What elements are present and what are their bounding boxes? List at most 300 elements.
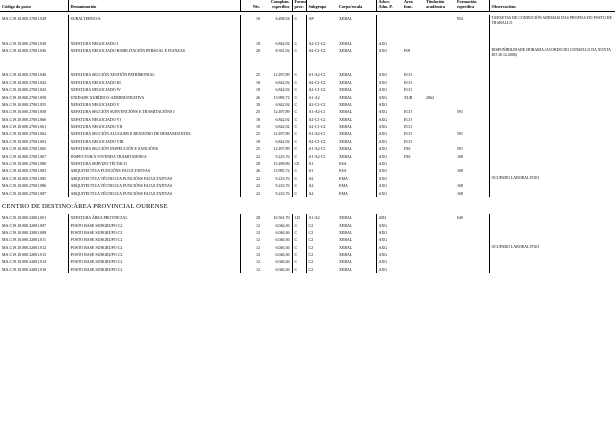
cell-forma-provision: C xyxy=(292,116,306,123)
table-row xyxy=(0,71,615,78)
cell-codigo: MA.C19.10.000.27001.062 xyxy=(2,131,47,137)
cell-observacions xyxy=(489,145,615,152)
cell-area-funcional xyxy=(402,40,424,47)
cell-formacion xyxy=(455,123,489,130)
cell-denominacion: XEFATURA SECCIÓN ALUGUER E REXISTRO DE DEMANDANTES xyxy=(68,130,240,137)
cell-titulacion xyxy=(424,236,455,243)
table-row xyxy=(0,86,615,93)
cell-codigo: MA.C19.10.000.27001.042 xyxy=(2,79,47,85)
cell-observacions: OCUPADO LABORAL FIXO xyxy=(489,243,615,250)
col-header-forma-line1: Forma xyxy=(294,0,307,4)
cell-observacions xyxy=(489,214,615,221)
cell-area-funcional xyxy=(402,101,424,108)
cell-denominacion: POSTO BASE SUBGRUPO C2 xyxy=(68,221,240,228)
cell-subgrupo: C2 xyxy=(306,258,337,265)
cell-adscricion xyxy=(376,15,402,39)
cell-adscricion: AXG xyxy=(376,93,402,100)
cell-observacions xyxy=(489,251,615,258)
cell-corpo-escala: XERAL xyxy=(339,116,353,122)
cell-formacion xyxy=(455,243,489,250)
cell-formacion xyxy=(455,47,489,71)
cell-adscricion: AXG xyxy=(376,123,402,130)
cell-corpo-escala: XERAL xyxy=(339,153,353,159)
cell-corpo-escala: XERAL xyxy=(339,40,353,46)
cell-codigo: MA.C19.10.000.27001.036 xyxy=(2,48,47,54)
cell-denominacion: XEFATURA NEGOCIADO VIII xyxy=(68,138,240,145)
cell-forma-provision: C xyxy=(292,243,306,250)
cell-area-funcional: FIN xyxy=(404,48,411,54)
cell-denominacion: XEFATURA SECCIÓN INSPECCIÓN E SANCIÓNS xyxy=(68,145,240,152)
cell-denominacion: SUBALTERNO/A xyxy=(68,15,240,39)
cell-titulacion xyxy=(424,251,455,258)
cell-forma-provision: C xyxy=(292,182,306,189)
cell-forma-provision: C xyxy=(292,86,306,93)
cell-titulacion xyxy=(424,47,455,71)
cell-formacion xyxy=(455,79,489,86)
cell-subgrupo: A2 xyxy=(306,182,337,189)
cell-corpo-escala: XERAL xyxy=(339,16,353,22)
cell-observacions xyxy=(489,116,615,123)
cell-forma-provision: C xyxy=(292,108,306,115)
cell-formacion xyxy=(455,138,489,145)
col-header-corpoescala: Corpo/escala xyxy=(337,0,376,12)
cell-corpo-escala: XERAL xyxy=(339,131,353,137)
cell-subgrupo: C2 xyxy=(306,229,337,236)
cell-complemento: 13.985,72 xyxy=(273,168,290,174)
cell-formacion xyxy=(455,175,489,182)
cell-denominacion: POSTO BASE SUBGRUPO C2 xyxy=(68,243,240,250)
cell-corpo-escala: XERAL xyxy=(339,124,353,130)
cell-subgrupo: A1 xyxy=(306,167,337,174)
cell-niv: 22 xyxy=(240,152,262,159)
cell-area-funcional xyxy=(402,182,424,189)
cell-formacion xyxy=(455,93,489,100)
cell-observacions xyxy=(489,258,615,265)
cell-complemento: 9.223,76 xyxy=(275,183,290,189)
cell-formacion xyxy=(455,266,489,273)
cell-area-funcional xyxy=(402,189,424,196)
col-header-area xyxy=(402,0,424,12)
cell-formacion: 591 xyxy=(457,146,463,152)
table-row xyxy=(0,266,615,273)
cell-observacions xyxy=(489,40,615,47)
cell-codigo: MA.C19.10.000.27001.050 xyxy=(2,94,47,100)
cell-denominacion: POSTO BASE SUBGRUPO C2 xyxy=(68,266,240,273)
cell-observacions xyxy=(489,108,615,115)
cell-codigo: MA.C19.10.000.32001.001 xyxy=(2,215,47,221)
cell-formacion xyxy=(455,229,489,236)
cell-codigo: MA.C19.10.000.32001.016 xyxy=(2,266,47,272)
cell-niv: 20 xyxy=(240,47,262,71)
table-row xyxy=(0,189,615,196)
cell-codigo: MA.C19.10.000.27001.040 xyxy=(2,72,47,78)
cell-codigo: MA.C19.10.000.27001.065 xyxy=(2,146,47,152)
cell-observacions xyxy=(489,182,615,189)
cell-subgrupo: C2 xyxy=(306,221,337,228)
cell-codigo: MA.C19.10.000.32001.008 xyxy=(2,229,47,235)
table-row xyxy=(0,182,615,189)
cell-adscricion: AXG xyxy=(376,251,402,258)
cell-corpo-escala: EMA xyxy=(339,190,348,196)
cell-niv: 25 xyxy=(240,130,262,137)
cell-titulacion xyxy=(424,221,455,228)
cell-subgrupo: C2 xyxy=(306,243,337,250)
cell-subgrupo: A1-A2 xyxy=(306,93,337,100)
cell-subgrupo: A1-A2 xyxy=(306,214,337,221)
cell-niv: 22 xyxy=(240,175,262,182)
cell-denominacion: ARQUITECTO/A TÉCNICO/A FUNCIÓNS FACULTATIVAS xyxy=(68,189,240,196)
cell-codigo: MA.C19.10.000.27001.080 xyxy=(2,160,47,166)
cell-area-funcional xyxy=(402,266,424,273)
cell-observacions xyxy=(489,123,615,130)
cell-complemento: 6.842,92 xyxy=(275,124,290,130)
cell-complemento: 9.223,76 xyxy=(275,175,290,181)
cell-complemento: 16.561,70 xyxy=(273,215,290,221)
cell-codigo: MA.C19.10.000.27001.058 xyxy=(2,109,47,115)
cell-complemento: 6.842,92 xyxy=(275,138,290,144)
cell-area-funcional: INS xyxy=(404,146,411,152)
cell-adscricion: AXG xyxy=(376,243,402,250)
cell-forma-provision: C xyxy=(292,79,306,86)
cell-niv: 18 xyxy=(240,101,262,108)
cell-adscricion: AXG xyxy=(376,152,402,159)
cell-adscricion: AXG xyxy=(376,236,402,243)
cell-niv: 12 xyxy=(240,236,262,243)
cell-denominacion: POSTO BASE SUBGRUPO C2 xyxy=(68,251,240,258)
cell-corpo-escala: XERAL xyxy=(339,229,353,235)
cell-subgrupo: A1 xyxy=(306,160,337,167)
cell-denominacion: XEFATURA SECCIÓN XESTIÓN PATRIMONIAL xyxy=(68,71,240,78)
cell-complemento: 6.842,92 xyxy=(275,101,290,107)
cell-forma-provision: C xyxy=(292,93,306,100)
cell-denominacion: XEFATURA SERVIZO TÉCNICO xyxy=(68,160,240,167)
cell-denominacion: XEFATURA SECCIÓN SUBVENCIÓNS E TRAMITACIÓNS I xyxy=(68,108,240,115)
cell-area-funcional xyxy=(402,15,424,39)
col-header-area-line1: Área xyxy=(404,0,413,4)
cell-subgrupo: A2-C1-C2 xyxy=(306,123,337,130)
cell-corpo-escala: XERAL xyxy=(339,222,353,228)
cell-corpo-escala: XERAL xyxy=(339,146,353,152)
cell-adscricion: AXG xyxy=(376,167,402,174)
cell-denominacion: XEFATURA NEGOCIADO VI xyxy=(68,116,240,123)
cell-subgrupo: A2-C1-C2 xyxy=(306,79,337,86)
cell-denominacion: INSPECTOR/A-VIVENDA TRAMITADOR/A xyxy=(68,152,240,159)
cell-codigo: MA.C19.10.000.27001.083 xyxy=(2,168,47,174)
cell-titulacion xyxy=(424,138,455,145)
col-header-formacion-line2: específica xyxy=(457,3,475,9)
cell-forma-provision: C xyxy=(292,101,306,108)
cell-niv: 18 xyxy=(240,40,262,47)
cell-formacion xyxy=(455,236,489,243)
table-row xyxy=(0,229,615,236)
cell-corpo-escala: XERAL xyxy=(339,237,353,243)
cell-corpo-escala: XERAL xyxy=(339,259,353,265)
cell-denominacion: XEFATURA NEGOCIADO IV xyxy=(68,86,240,93)
table-row xyxy=(0,236,615,243)
cell-denominacion: XEFATURA ÁREA PROVINCIAL xyxy=(68,214,240,221)
cell-titulacion xyxy=(424,130,455,137)
col-header-subgrupo: Subgrupo xyxy=(306,0,337,12)
cell-formacion xyxy=(455,251,489,258)
cell-formacion: 591 xyxy=(457,109,463,115)
cell-codigo: MA.C19.10.000.27001.060 xyxy=(2,116,47,122)
cell-formacion xyxy=(455,71,489,78)
cell-codigo: MA.C19.10.000.27001.055 xyxy=(2,101,47,107)
cell-denominacion: XEFATURA NEGOCIADO HABILITACIÓN PERSOAL E FIANZAS xyxy=(68,47,240,71)
table-row xyxy=(0,15,615,39)
cell-titulacion xyxy=(424,214,455,221)
cell-adscricion: AXG xyxy=(376,79,402,86)
table-row xyxy=(0,251,615,258)
cell-adscricion: AXG xyxy=(376,40,402,47)
cell-complemento: 6.842,92 xyxy=(275,79,290,85)
cell-area-funcional: INS xyxy=(404,153,411,159)
cell-area-funcional: XUR xyxy=(404,94,413,100)
cell-complemento: 6.046,36 xyxy=(275,266,290,272)
cell-adscricion: AXG xyxy=(376,221,402,228)
cell-area-funcional: ECO xyxy=(404,131,412,137)
cell-corpo-escala: XERAL xyxy=(339,215,353,221)
cell-forma-provision: C xyxy=(292,266,306,273)
cell-area-funcional xyxy=(402,214,424,221)
col-header-forma-line2: prov. xyxy=(294,3,304,9)
cell-area-funcional xyxy=(402,160,424,167)
cell-area-funcional xyxy=(402,229,424,236)
cell-area-funcional: ECO xyxy=(404,124,412,130)
cell-codigo: MA.C19.10.000.27001.086 xyxy=(2,183,47,189)
cell-adscricion: AXG xyxy=(376,130,402,137)
cell-denominacion: ARQUITECTO/A TÉCNICO/A FUNCIÓNS FACULTATIVAS xyxy=(68,182,240,189)
cell-observacions xyxy=(489,71,615,78)
cell-forma-provision: C xyxy=(292,221,306,228)
cell-adscricion: AXG xyxy=(376,47,402,71)
cell-codigo: MA.C19.10.000.27001.067 xyxy=(2,153,47,159)
cell-denominacion: POSTO BASE SUBGRUPO C2 xyxy=(68,258,240,265)
cell-complemento: 6.046,36 xyxy=(275,259,290,265)
cell-observacions xyxy=(489,79,615,86)
table-row xyxy=(0,145,615,152)
cell-adscricion: AXG xyxy=(376,182,402,189)
cell-niv: 22 xyxy=(240,182,262,189)
cell-complemento: 12.497,89 xyxy=(273,109,290,115)
cell-titulacion xyxy=(424,15,455,39)
cell-formacion xyxy=(455,101,489,108)
cell-titulacion xyxy=(424,101,455,108)
cell-niv: 26 xyxy=(240,93,262,100)
cell-subgrupo: A2-C1-C2 xyxy=(306,101,337,108)
cell-niv: 22 xyxy=(240,189,262,196)
cell-corpo-escala: EMA xyxy=(339,175,348,181)
cell-subgrupo: A2-C1-C2 xyxy=(306,138,337,145)
cell-subgrupo: A2 xyxy=(306,175,337,182)
cell-titulacion xyxy=(424,145,455,152)
cell-titulacion xyxy=(424,152,455,159)
cell-forma-provision: C xyxy=(292,130,306,137)
cell-codigo: MA.C19.10.000.32001.007 xyxy=(2,222,47,228)
cell-area-funcional: ECO xyxy=(404,72,412,78)
cell-adscricion: AXG xyxy=(376,258,402,265)
col-header-forma xyxy=(292,0,306,12)
cell-forma-provision: CE xyxy=(292,160,306,167)
cell-complemento: 9.223,76 xyxy=(275,153,290,159)
cell-area-funcional: ECO xyxy=(404,138,412,144)
cell-codigo: MA.C19.10.000.27001.087 xyxy=(2,190,47,196)
cell-forma-provision: C xyxy=(292,251,306,258)
cell-corpo-escala: XERAL xyxy=(339,79,353,85)
table-row xyxy=(0,47,615,71)
cell-titulacion xyxy=(424,116,455,123)
cell-complemento: 6.046,36 xyxy=(275,229,290,235)
cell-adscricion: AXG xyxy=(376,71,402,78)
cell-codigo: MA.C19.10.000.32001.011 xyxy=(2,237,46,243)
cell-niv: 12 xyxy=(240,243,262,250)
cell-complemento: 6.842,92 xyxy=(275,87,290,93)
cell-complemento: 6.842,92 xyxy=(275,40,290,46)
cell-denominacion: POSTO BASE SUBGRUPO C2 xyxy=(68,229,240,236)
col-header-formacion-line1: Formación xyxy=(457,0,477,4)
cell-titulacion xyxy=(424,71,455,78)
cell-titulacion xyxy=(424,243,455,250)
cell-adscricion: AXG xyxy=(376,108,402,115)
cell-niv: 25 xyxy=(240,145,262,152)
cell-forma-provision: C xyxy=(292,15,306,39)
cell-formacion xyxy=(455,86,489,93)
cell-formacion xyxy=(455,221,489,228)
cell-titulacion xyxy=(424,258,455,265)
cell-complemento: 8.361,92 xyxy=(275,48,290,54)
cell-subgrupo: A2-C1-C2 xyxy=(306,116,337,123)
cell-complemento: 6.842,92 xyxy=(275,116,290,122)
cell-forma-provision: C xyxy=(292,258,306,265)
col-header-area-line2: func. xyxy=(404,3,413,9)
cell-corpo-escala: ESA xyxy=(339,168,347,174)
cell-complemento: 13.985,72 xyxy=(273,94,290,100)
cell-complemento: 6.046,36 xyxy=(275,252,290,258)
col-header-formacion xyxy=(455,0,489,12)
cell-subgrupo: A1-A2-C1 xyxy=(306,130,337,137)
cell-titulacion xyxy=(424,167,455,174)
cell-adscricion: AXG xyxy=(376,229,402,236)
cell-corpo-escala: XERAL xyxy=(339,101,353,107)
cell-niv: 26 xyxy=(240,167,262,174)
col-header-complemento xyxy=(262,0,292,12)
cell-corpo-escala: XERAL xyxy=(339,252,353,258)
table-row xyxy=(0,40,615,47)
col-header-complemento-line2: específico xyxy=(272,3,290,9)
cell-forma-provision: C xyxy=(292,189,306,196)
col-header-titulacion-line2: académica xyxy=(426,3,445,9)
cell-adscricion: AXG xyxy=(376,160,402,167)
cell-subgrupo: C2 xyxy=(306,236,337,243)
cell-observacions xyxy=(489,93,615,100)
cell-titulacion xyxy=(424,79,455,86)
cell-forma-provision: LD xyxy=(292,214,306,221)
col-header-complemento-line1: Complem. xyxy=(271,0,290,4)
cell-formacion: 591 xyxy=(457,131,463,137)
table-row xyxy=(0,160,615,167)
cell-subgrupo: C2 xyxy=(306,251,337,258)
cell-corpo-escala: XERAL xyxy=(339,87,353,93)
cell-forma-provision: C xyxy=(292,71,306,78)
col-header-adscricion xyxy=(376,0,402,12)
cell-forma-provision: C xyxy=(292,229,306,236)
cell-observacions xyxy=(489,229,615,236)
col-header-observacions: Observacións xyxy=(489,0,615,12)
header-row xyxy=(0,0,615,12)
cell-titulacion xyxy=(424,182,455,189)
table-row xyxy=(0,138,615,145)
cell-titulacion xyxy=(424,175,455,182)
cell-titulacion xyxy=(424,86,455,93)
cell-formacion xyxy=(455,160,489,167)
cell-complemento: 12.497,89 xyxy=(273,131,290,137)
table-row xyxy=(0,123,615,130)
table-body xyxy=(0,12,615,273)
cell-niv: 12 xyxy=(240,229,262,236)
cell-observacions: DISPOÑIBILIDADE HORARIA (ACORDO DO CONSELLO DA XUNTA DO 30.12.2008) xyxy=(489,47,615,71)
cell-niv: 10 xyxy=(240,15,262,39)
table-row xyxy=(0,79,615,86)
centro-destino-value: ÁREA PROVINCIAL OURENSE xyxy=(73,202,168,210)
col-header-adscricion-line1: Adscr. xyxy=(378,0,390,4)
cell-area-funcional: ECO xyxy=(404,109,412,115)
col-header-niv: Nív. xyxy=(240,0,262,12)
cell-adscricion: AXG xyxy=(376,138,402,145)
cell-codigo: MA.C19.10.000.27001.085 xyxy=(2,175,47,181)
cell-codigo: MA.C19.10.000.27001.061 xyxy=(2,124,47,130)
col-header-titulacion xyxy=(424,0,455,12)
table-row xyxy=(0,221,615,228)
cell-subgrupo: A1-A2-C1 xyxy=(306,71,337,78)
cell-observacions: TARXETAS DE CONDUCIÓN ADEMAIS DAS PROPIAS DO POSTO DE TRABALLO xyxy=(489,15,615,39)
cell-observacions xyxy=(489,221,615,228)
table-row xyxy=(0,175,615,182)
cell-niv: 25 xyxy=(240,71,262,78)
cell-adscricion: AD2 xyxy=(376,214,402,221)
cell-codigo: MA.C19.10.000.27001.063 xyxy=(2,138,47,144)
cell-corpo-escala: XERAL xyxy=(339,48,353,54)
cell-corpo-escala: XERAL xyxy=(339,94,353,100)
table-row xyxy=(0,152,615,159)
table-row xyxy=(0,108,615,115)
cell-corpo-escala: XERAL xyxy=(339,138,353,144)
cell-forma-provision: C xyxy=(292,47,306,71)
cell-formacion xyxy=(455,258,489,265)
col-header-adscricion-line2: Adm. P. xyxy=(378,3,393,9)
cell-corpo-escala: XERAL xyxy=(339,244,353,250)
cell-formacion: 168 xyxy=(457,183,463,189)
cell-forma-provision: C xyxy=(292,175,306,182)
cell-denominacion: UNIDADE XURÍDICO-ADMINISTRATIVA xyxy=(68,93,240,100)
cell-denominacion: ARQUITECTO/A FUNCIÓNS FACULTATIVAS xyxy=(68,167,240,174)
cell-subgrupo: A1-A2-C1 xyxy=(306,152,337,159)
cell-formacion: 168 xyxy=(457,190,463,196)
cell-observacions xyxy=(489,160,615,167)
cell-complemento: 6.046,36 xyxy=(275,237,290,243)
cell-subgrupo: C2 xyxy=(306,266,337,273)
cell-area-funcional: ECO xyxy=(404,87,412,93)
cell-area-funcional xyxy=(402,175,424,182)
table-header xyxy=(0,0,615,12)
cell-titulacion xyxy=(424,189,455,196)
cell-denominacion: POSTO BASE SUBGRUPO C2 xyxy=(68,236,240,243)
cell-niv: 12 xyxy=(240,251,262,258)
cell-forma-provision: C xyxy=(292,138,306,145)
cell-area-funcional xyxy=(402,167,424,174)
table-row xyxy=(0,101,615,108)
cell-denominacion: XEFATURA NEGOCIADO V xyxy=(68,101,240,108)
cell-niv: 18 xyxy=(240,79,262,86)
